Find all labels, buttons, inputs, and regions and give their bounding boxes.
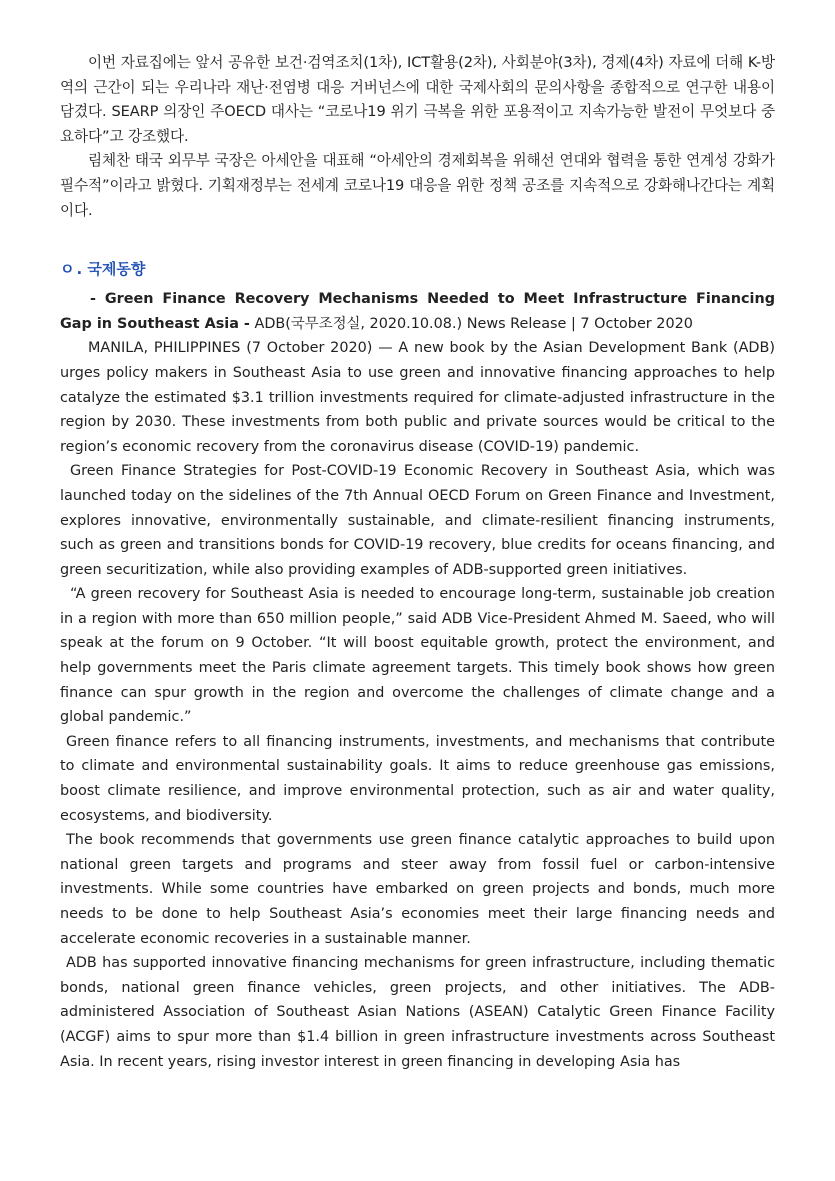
intro-paragraph-1: 이번 자료집에는 앞서 공유한 보건·검역조치(1차), ICT활용(2차), 사회분야(3차), 경제(4차) 자료에 더해 K-방역의 근간이 되는 우리나라 재난·전염병 대응 거버넌스에 대한 국제사회의 문의사항을 종합적으로 연구한 내용이 담겼다. SEARP 의장인 주OECD 대사는 “코로나19 위기 극복을 위한 포용적이고 지속가능한 발전이 무엇보다 중요하다”고 강조했다.: [60, 54, 775, 145]
section-bullet: ㅇ: [60, 260, 75, 279]
article-paragraph-3: “A green recovery for Southeast Asia is needed to encourage long-term, sustainable job creation in a region with more than 650 million people,” said ADB Vice-President Ahmed M. Saeed, who will speak at the forum on 9 October. “It will boost equitable growth, protect the environment, and help governments meet the Paris climate agreement targets. This timely book shows how green finance can spur growth in the region and overcome the challenges of climate change and a global pandemic.”: [60, 586, 775, 726]
article-paragraph-6: ADB has supported innovative financing mechanisms for green infrastructure, including thematic bonds, national green finance vehicles, green projects, and other initiatives. The ADB-administered Association of Southeast Asian Nations (ASEAN) Catalytic Green Finance Facility (ACGF) aims to spur more than $1.4 billion in green infrastructure investments across Southeast Asia. In recent years, rising investor interest in green financing in developing Asia has: [60, 955, 775, 1070]
article-paragraph-2: Green Finance Strategies for Post-COVID-19 Economic Recovery in Southeast Asia, which was launched today on the sidelines of the 7th Annual OECD Forum on Green Finance and Investment, explores innovative, environmentally sustainable, and climate-resilient financing instruments, such as green and transitions bonds for COVID-19 recovery, blue credits for oceans financing, and green securitization, while also providing examples of ADB-supported green initiatives.: [60, 463, 775, 578]
section-title: . 국제동향: [76, 260, 146, 279]
section-heading: [60, 257, 775, 281]
article-title: [60, 287, 775, 336]
article-paragraph-5: The book recommends that governments use green finance catalytic approaches to build upon national green targets and programs and steer away from fossil fuel or carbon-intensive investments. While some countries have embarked on green projects and bonds, much more needs to be done to help Southeast Asia’s economies meet their large financing needs and accelerate economic recoveries in a sustainable manner.: [60, 832, 775, 947]
document-page: [60, 51, 775, 1074]
article-headline: - Green Finance Recovery Mechanisms Needed to Meet Infrastructure Financing Gap in Southeast Asia -: [60, 291, 775, 332]
article-source: ADB(국무조정실, 2020.10.08.) News Release | 7 October 2020: [249, 315, 693, 332]
article-paragraph-1: MANILA, PHILIPPINES (7 October 2020) — A new book by the Asian Development Bank (ADB) urges policy makers in Southeast Asia to use green and innovative financing approaches to help catalyze the estimated $3.1 trillion investments required for climate-adjusted infrastructure in the region by 2030. These investments from both public and private sources would be critical to the region’s economic recovery from the coronavirus disease (COVID-19) pandemic.: [60, 340, 775, 455]
article-paragraph-4: Green finance refers to all financing instruments, investments, and mechanisms that contribute to climate and environmental sustainability goals. It aims to reduce greenhouse gas emissions, boost climate resilience, and improve environmental protection, such as air and water quality, ecosystems, and biodiversity.: [60, 733, 775, 824]
intro-paragraph-2: 림체찬 태국 외무부 국장은 아세안을 대표해 “아세안의 경제회복을 위해선 연대와 협력을 통한 연계성 강화가 필수적”이라고 밝혔다. 기획재정부는 전세계 코로나19 대응을 위한 정책 공조를 지속적으로 강화해나간다는 계획이다.: [60, 152, 775, 219]
